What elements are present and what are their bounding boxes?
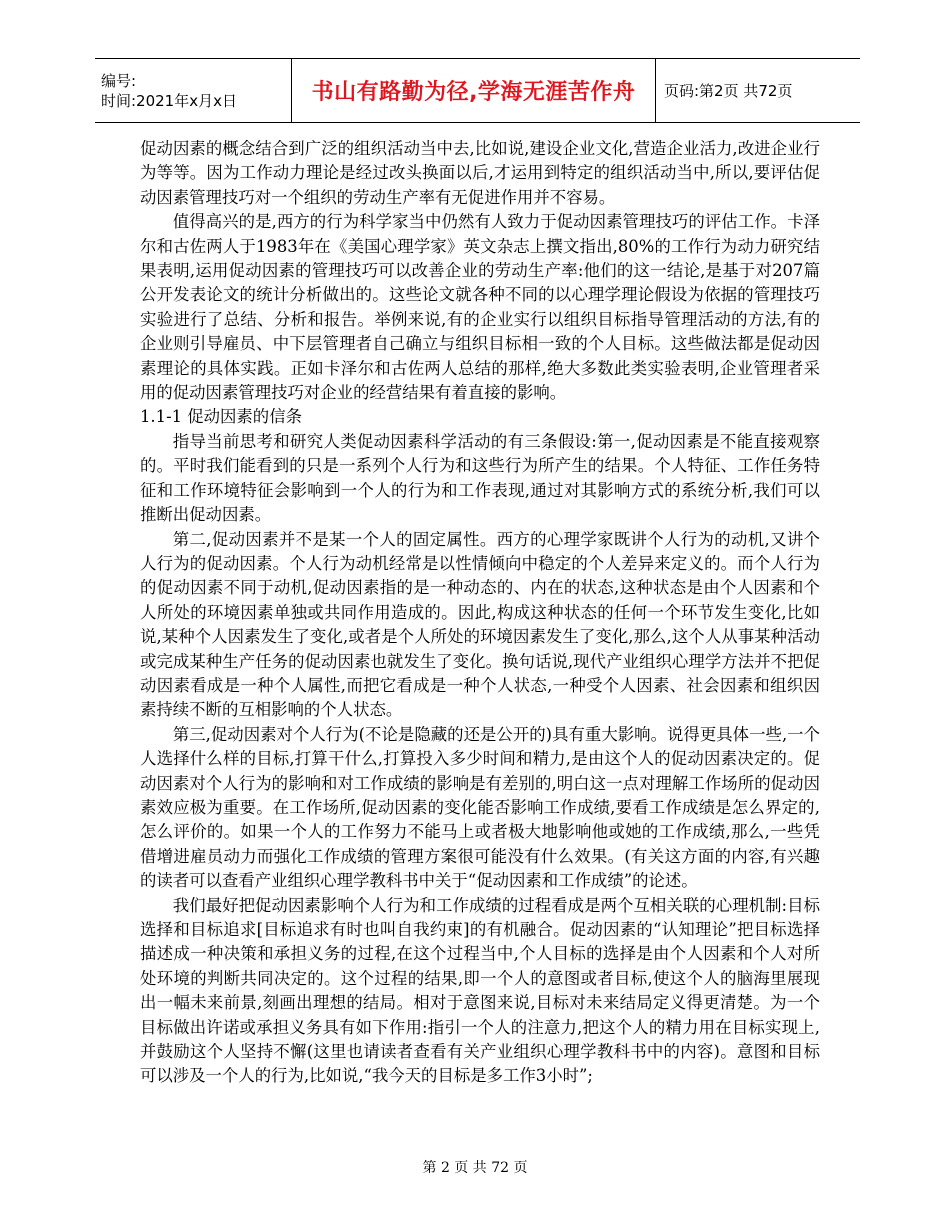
paragraph: 指导当前思考和研究人类促动因素科学活动的有三条假设:第一,促动因素是不能直接观察的。平时我们能看到的只是一系列个人行为和这些行为所产生的结果。个人特征、工作任务特征和工作环境特征会影响到一个人的行为和工作表现,通过对其影响方式的系统分析,我们可以推断出促动因素。: [140, 431, 820, 525]
document-body: [140, 137, 820, 1089]
motto: 书山有路勤为径,学海无涯苦作舟: [311, 80, 636, 105]
paragraph: 值得高兴的是,西方的行为科学家当中仍然有人致力于促动因素管理技巧的评估工作。卡泽尔和古佐两人于1983年在《美国心理学家》英文杂志上撰文指出,80%的工作行为动力研究结果表明,运用促动因素的管理技巧可以改善企业的劳动生产率:他们的这一结论,是基于对207篇公开发表论文的统计分析做出的。这些论文就各种不同的以心理学理论假设为依据的管理技巧实验进行了总结、分析和报告。举例来说,有的企业实行以组织目标指导管理活动的方法,有的企业则引导雇员、中下层管理者自己确立与组织目标相一致的个人目标。这些做法都是促动因素理论的具体实践。正如卡泽尔和古佐两人总结的那样,绝大多数此类实验表明,企业管理者采用的促动因素管理技巧对企业的经营结果有着直接的影响。: [140, 212, 820, 403]
time-label: 时间:2021年x月x日: [101, 91, 237, 110]
paragraph: 第二,促动因素并不是某一个人的固定属性。西方的心理学家既讲个人行为的动机,又讲个人行为的促动因素。个人行为动机经常是以性情倾向中稳定的个人差异来定义的。而个人行为的促动因素不同于动机,促动因素指的是一种动态的、内在的状态,这种状态是由个人因素和个人所处的环境因素单独或共同作用造成的。因此,构成这种状态的任何一个环节发生变化,比如说,某种个人因素发生了变化,或者是个人所处的环境因素发生了变化,那么,这个人从事某种活动或完成某种生产任务的促动因素也就发生了变化。换句话说,现代产业组织心理学方法并不把促动因素看成是一种个人属性,而把它看成是一种个人状态,一种受个人因素、社会因素和组织因素持续不断的互相影响的个人状态。: [140, 529, 820, 720]
page-info: 页码:第2页 共72页: [664, 82, 793, 100]
page-footer: 第 2 页 共 72 页: [422, 1160, 528, 1176]
header-motto-cell: [291, 59, 656, 122]
paragraph: 第三,促动因素对个人行为(不论是隐藏的还是公开的)具有重大影响。说得更具体一些,一个人选择什么样的目标,打算干什么,打算投入多少时间和精力,是由这个人的促动因素决定的。促动因素对个人行为的影响和对工作成绩的影响是有差别的,明白这一点对理解工作场所的促动因素效应极为重要。在工作场所,促动因素的变化能否影响工作成绩,要看工作成绩是怎么界定的,怎么评价的。如果一个人的工作努力不能马上或者极大地影响他或她的工作成绩,那么,一些凭借增进雇员动力而强化工作成绩的管理方案很可能没有什么效果。(有关这方面的内容,有兴趣的读者可以查看产业组织心理学教科书中关于“促动因素和工作成绩”的论述。: [140, 724, 820, 891]
paragraph: 促动因素的概念结合到广泛的组织活动当中去,比如说,建设企业文化,营造企业活力,改进企业行为等等。因为工作动力理论是经过改头换面以后,才运用到特定的组织活动当中,所以,要评估促动因素管理技巧对一个组织的劳动生产率有无促进作用并不容易。: [140, 139, 820, 207]
section-heading: 1.1-1 促动因素的信条: [140, 407, 302, 427]
header-page-info-cell: [656, 59, 860, 122]
paragraph: 我们最好把促动因素影响个人行为和工作成绩的过程看成是两个互相关联的心理机制:目标选择和目标追求[目标追求有时也叫自我约束]的有机融合。促动因素的“认知理论”把目标选择描述成一种决策和承担义务的过程,在这个过程当中,个人目标的选择是由个人因素和个人对所处环境的判断共同决定的。这个过程的结果,即一个人的意图或者目标,使这个人的脑海里展现出一幅未来前景,刻画出理想的结局。相对于意图来说,目标对未来结局定义得更清楚。为一个目标做出许诺或承担义务具有如下作用:指引一个人的注意力,把这个人的精力用在目标实现上,并鼓励这个人坚持不懈(这里也请读者查看有关产业组织心理学教科书中的内容)。意图和目标可以涉及一个人的行为,比如说,“我今天的目标是多工作3小时”;: [140, 895, 820, 1086]
header-table: [95, 58, 860, 123]
serial-label: 编号:: [101, 71, 137, 90]
header-meta: [95, 59, 291, 122]
